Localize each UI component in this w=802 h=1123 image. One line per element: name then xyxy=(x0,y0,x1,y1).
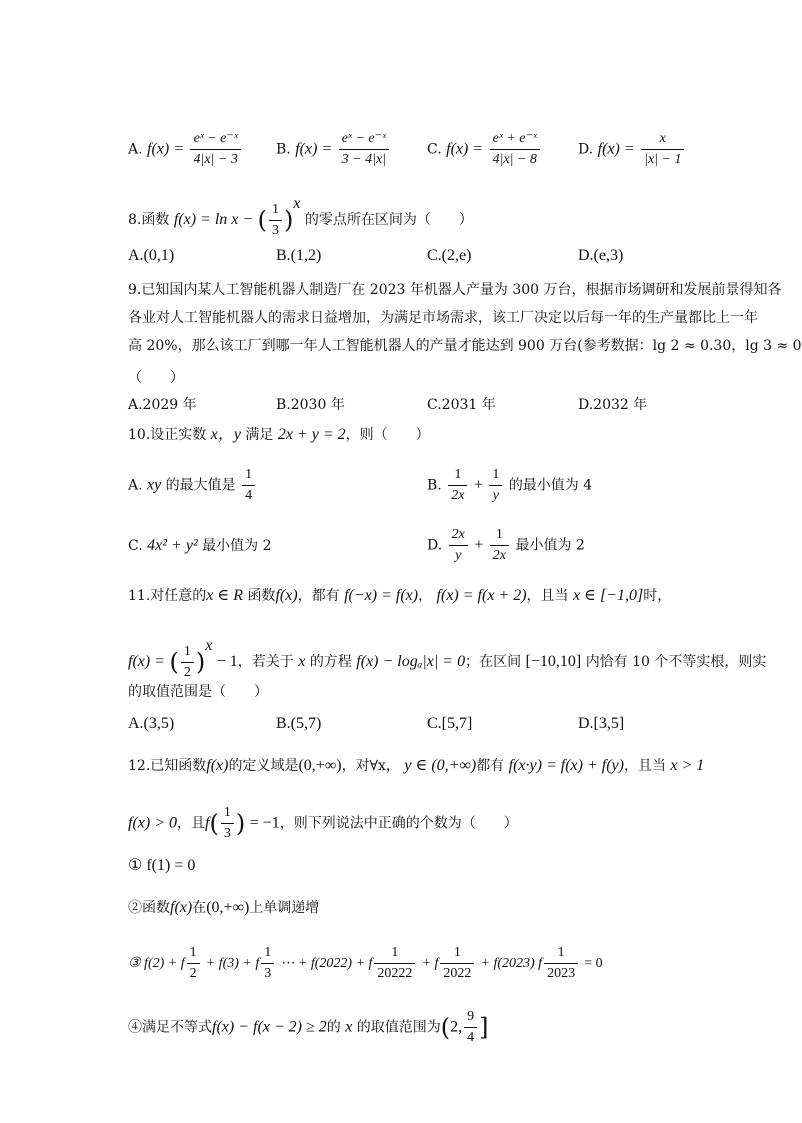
fraction xyxy=(339,130,389,169)
numerator: eˣ − e⁻ˣ xyxy=(339,130,389,150)
option-text: 的最大值是 xyxy=(165,477,236,494)
option-label: B. xyxy=(276,141,291,158)
q10-option-d xyxy=(427,526,585,565)
exponent: x xyxy=(293,195,301,212)
fraction xyxy=(242,466,255,505)
numerator: 1 xyxy=(490,526,509,546)
math-op: + xyxy=(474,536,484,554)
math-expr: f(x) = xyxy=(147,140,185,158)
fraction xyxy=(269,201,282,240)
math-expr: f(x) = xyxy=(446,140,484,158)
q12-statement-2 xyxy=(128,898,319,918)
math-expr: f(x) − logₐ|x| = 0 xyxy=(356,653,466,670)
math-expr: f xyxy=(205,814,210,832)
numerator: 1 xyxy=(440,944,474,964)
q9-line-3: 高 20%，那么该工厂到哪一年人工智能机器人的产量才能达到 900 万台(参考数据：lg 2 ≈ 0.30，lg 3 ≈ 0 xyxy=(128,338,802,354)
stem-text: ，都有 xyxy=(297,588,340,604)
numerator: 9 xyxy=(464,1008,477,1028)
stem-text: 内恰有 10 个不等实根，则实 xyxy=(585,654,767,670)
math-expr: x xyxy=(298,653,306,670)
q8-option-a: A.(0,1) xyxy=(128,247,175,264)
math-expr: [−10,10] xyxy=(525,653,582,670)
denominator: |x| − 1 xyxy=(644,152,682,167)
math-expr: (0,+∞) xyxy=(206,899,250,916)
math-expr: f(x) = f(x + 2) xyxy=(436,587,527,604)
numerator: eˣ + e⁻ˣ xyxy=(490,130,540,150)
stem-text: 在 xyxy=(192,900,207,916)
paren-open: ( xyxy=(257,206,267,234)
denominator: 3 xyxy=(271,222,279,238)
stem-text: 的 xyxy=(326,1019,341,1036)
fraction xyxy=(374,944,415,983)
q11-option-b: B.(5,7) xyxy=(276,715,322,732)
numerator: 2x xyxy=(449,526,468,546)
numerator: x xyxy=(641,130,684,150)
q7-option-b xyxy=(276,130,391,169)
option-label: D. xyxy=(578,141,594,158)
stem-text: ，且当 xyxy=(526,588,569,604)
q8-option-c: C.(2,e) xyxy=(427,247,472,264)
exponent: x xyxy=(205,637,213,654)
stem-text: 的零点所在区间为（ ） xyxy=(304,212,473,228)
q9-option-d: D.2032 年 xyxy=(578,397,648,413)
q9-option-b: B.2030 年 xyxy=(276,397,345,413)
math-expr: f(x) = xyxy=(597,140,635,158)
stem-text: ， xyxy=(418,588,433,604)
q9-line-1: 9.已知国内某人工智能机器人制造厂在 2023 年机器人产量为 300 万台，根据市场调研和发展前景得知各 xyxy=(128,282,782,298)
denominator: 2022 xyxy=(443,966,472,981)
denominator: 3 xyxy=(264,966,272,981)
q10-stem xyxy=(128,425,430,445)
stem-text: ；在区间 xyxy=(465,654,522,670)
denominator: y xyxy=(492,488,499,503)
math-expr: x xyxy=(345,1018,353,1036)
fraction xyxy=(261,944,274,983)
stem-text: 都有 xyxy=(476,758,505,774)
q10-option-c xyxy=(128,536,272,556)
q8-stem xyxy=(128,194,473,240)
numerator: 1 xyxy=(448,466,467,486)
stem-text: ②函数 xyxy=(128,900,170,916)
fraction xyxy=(489,466,502,505)
math-expr: + f(3) + f xyxy=(205,956,260,971)
q12-statement-1: ① f(1) = 0 xyxy=(128,857,196,874)
numerator: 1 xyxy=(242,466,255,486)
q7-option-d xyxy=(578,130,686,169)
denominator: 20222 xyxy=(377,966,413,981)
q11-option-c: C.[5,7] xyxy=(427,715,473,732)
q10-option-b xyxy=(427,466,592,505)
q12-line-2 xyxy=(128,804,518,843)
stem-text: 时， xyxy=(643,588,672,604)
option-label: A. xyxy=(128,141,143,158)
q7-option-a xyxy=(128,130,243,169)
stem-text: ，若关于 xyxy=(237,654,294,670)
math-expr: f(x) > 0 xyxy=(128,814,177,832)
numerator: 1 xyxy=(489,466,502,486)
denominator: y xyxy=(455,548,462,563)
denominator: 4 xyxy=(245,488,253,503)
math-expr: f(x) xyxy=(275,587,298,604)
q11-line-1 xyxy=(128,586,671,606)
denominator: 2023 xyxy=(547,966,576,981)
numerator: 1 xyxy=(261,944,274,964)
math-expr: ⋯ + f(2022) + f xyxy=(280,956,373,971)
q11-line-3: 的取值范围是（ ） xyxy=(128,684,268,700)
stem-text: ④满足不等式 xyxy=(128,1019,212,1036)
q11-line-2 xyxy=(128,636,767,682)
math-expr: f(x) xyxy=(206,757,229,774)
stem-text: 的定义域是 xyxy=(228,758,299,774)
q12-statement-4 xyxy=(128,1008,489,1047)
option-label: A. xyxy=(128,477,143,494)
stem-text: 的方程 xyxy=(309,654,352,670)
math-expr: x > 1 xyxy=(670,757,705,774)
fraction xyxy=(440,944,474,983)
paren-open: ( xyxy=(440,1013,451,1042)
numerator: 1 xyxy=(187,944,200,964)
q9-line-2: 各业对人工智能机器人的需求日益增加，为满足市场需求，该工厂决定以后每一年的生产量都比上一年 xyxy=(128,310,758,326)
math-expr: f(x) = xyxy=(128,653,165,670)
numerator: 1 xyxy=(269,201,282,221)
numerator: 1 xyxy=(181,643,194,663)
q12-line-1 xyxy=(128,756,754,776)
option-label: C. xyxy=(427,141,442,158)
fraction xyxy=(187,944,200,983)
q11-option-d: D.[3,5] xyxy=(578,715,625,732)
fraction xyxy=(641,130,684,169)
stem-text: 8.函数 xyxy=(128,212,170,228)
denominator: 3 xyxy=(223,826,231,841)
math-expr: = 0 xyxy=(584,956,603,971)
math-expr: f(x) xyxy=(170,899,193,916)
denominator: 2x xyxy=(451,488,465,503)
paren-close: ) xyxy=(235,809,246,838)
stem-text: ，且 xyxy=(177,815,205,832)
paren-close: ) xyxy=(195,648,206,676)
math-expr: x ∈ [−1,0] xyxy=(573,587,644,604)
q9-option-a: A.2029 年 xyxy=(128,397,197,413)
q10-option-a xyxy=(128,466,257,505)
numerator: 1 xyxy=(374,944,415,964)
stem-text: 满足 xyxy=(245,427,274,443)
fraction xyxy=(490,526,509,565)
stem-text: ，对∀x， xyxy=(341,758,400,774)
stem-text: 10.设正实数 xyxy=(128,427,207,443)
stem-text: 的取值范围为 xyxy=(356,1019,441,1036)
option-label: B. xyxy=(427,477,442,494)
q8-option-b: B.(1,2) xyxy=(276,247,322,264)
bracket-close: ] xyxy=(479,1013,489,1042)
denominator: 4|x| − 8 xyxy=(492,152,537,167)
q12-statement-3 xyxy=(128,944,768,983)
stem-text: 上单调递增 xyxy=(249,900,320,916)
fraction xyxy=(181,643,194,682)
denominator: 4|x| − 3 xyxy=(193,152,238,167)
math-expr: f(x) = ln x − xyxy=(173,211,254,228)
denominator: 3 − 4|x| xyxy=(341,152,387,167)
math-expr: (0,+∞) xyxy=(298,757,342,774)
math-expr: y ∈ (0,+∞) xyxy=(404,757,477,774)
math-expr: 4x² + y² xyxy=(147,537,198,554)
paren-open: ( xyxy=(169,648,179,676)
fraction xyxy=(190,130,240,169)
q11-option-a: A.(3,5) xyxy=(128,715,175,732)
fraction xyxy=(221,804,234,843)
denominator: 2x xyxy=(492,548,507,563)
math-expr: ③ f(2) + f xyxy=(128,956,185,971)
fraction xyxy=(544,944,578,983)
fraction xyxy=(490,130,540,169)
math-expr: 2, xyxy=(450,1018,463,1036)
stem-text: 11.对任意的 xyxy=(128,588,207,604)
paren-open: ( xyxy=(209,809,219,838)
numerator: 1 xyxy=(544,944,578,964)
paren-close: ) xyxy=(283,206,294,234)
denominator: 2 xyxy=(189,966,197,981)
option-label: D. xyxy=(427,537,443,554)
fraction xyxy=(449,526,468,565)
math-expr: f(x·y) = f(x) + f(y) xyxy=(508,757,624,774)
math-expr: − 1 xyxy=(216,653,238,670)
option-text: 最小值为 2 xyxy=(515,537,585,554)
option-text: 的最小值为 4 xyxy=(508,477,593,494)
q9-paren: （ ） xyxy=(128,370,184,386)
denominator: 2 xyxy=(183,664,191,680)
math-expr: f(x) = xyxy=(295,140,333,158)
q8-option-d: D.(e,3) xyxy=(578,247,624,264)
math-expr: 2x + y = 2 xyxy=(277,426,346,443)
stem-text: ，则（ ） xyxy=(345,427,430,443)
math-expr: f(x) − f(x − 2) ≥ 2 xyxy=(212,1018,327,1036)
math-expr: = −1 xyxy=(249,814,280,832)
math-expr: + f(2023) f xyxy=(480,956,543,971)
stem-text: 函数 xyxy=(247,588,276,604)
fraction xyxy=(448,466,467,505)
stem-text: ，则下列说法中正确的个数为（ ） xyxy=(279,815,518,832)
option-label: C. xyxy=(128,538,143,554)
q7-option-c xyxy=(427,130,542,169)
math-expr: x，y xyxy=(210,426,241,443)
numerator: eˣ − e⁻ˣ xyxy=(190,130,240,150)
q9-option-c: C.2031 年 xyxy=(427,397,496,413)
math-expr: x ∈ R xyxy=(206,587,243,604)
math-op: + xyxy=(473,476,483,494)
numerator: 1 xyxy=(221,804,234,824)
fraction xyxy=(464,1008,477,1047)
math-expr: f(−x) = f(x) xyxy=(344,587,419,604)
stem-text: 12.已知函数 xyxy=(128,758,207,774)
option-text: 最小值为 2 xyxy=(202,538,272,554)
denominator: 4 xyxy=(467,1030,475,1045)
math-expr: + f xyxy=(421,956,439,971)
stem-text: ，且当 xyxy=(623,758,666,774)
math-expr: xy xyxy=(147,476,162,494)
